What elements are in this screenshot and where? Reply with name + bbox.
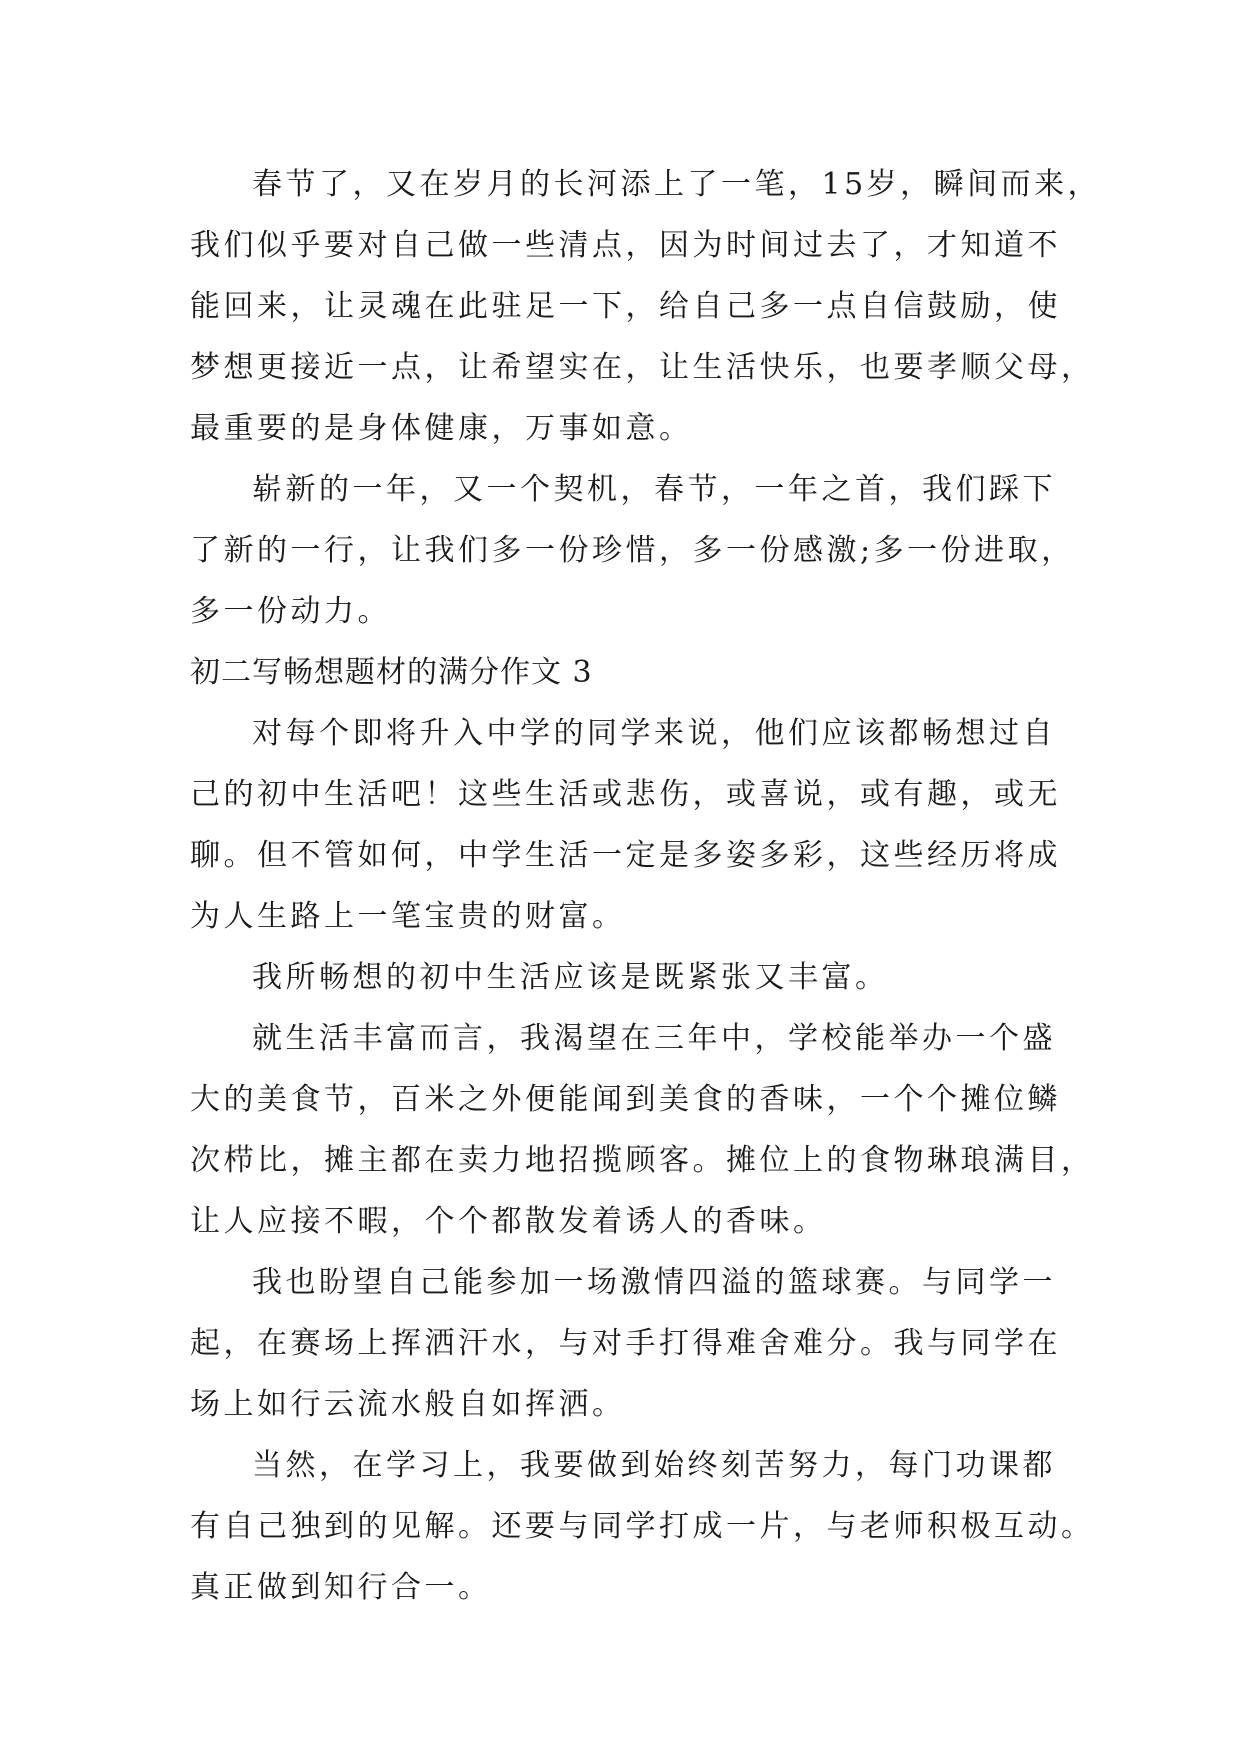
paragraph-line: 大的美食节，百米之外便能闻到美食的香味，一个个摊位鳞 xyxy=(190,1082,1061,1117)
section-heading: 初二写畅想题材的满分作文 3 xyxy=(190,655,593,690)
paragraph-line: 当然，在学习上，我要做到始终刻苦努力，每门功课都 xyxy=(252,1448,1056,1483)
paragraph-line: 对每个即将升入中学的同学来说，他们应该都畅想过自 xyxy=(252,716,1056,751)
paragraph-line: 最重要的是身体健康，万事如意。 xyxy=(190,411,693,446)
paragraph-line: 为人生路上一笔宝贵的财富。 xyxy=(190,899,626,934)
paragraph-line: 崭新的一年，又一个契机，春节，一年之首，我们踩下 xyxy=(252,472,1056,507)
paragraph-line: 次栉比，摊主都在卖力地招揽顾客。摊位上的食物琳琅满目， xyxy=(190,1143,1095,1178)
paragraph-line: 我也盼望自己能参加一场激情四溢的篮球赛。与同学一 xyxy=(252,1265,1056,1300)
document-body xyxy=(190,154,1102,1618)
paragraph-line: 有自己独到的见解。还要与同学打成一片，与老师积极互动。 xyxy=(190,1509,1095,1544)
paragraph-line: 起，在赛场上挥洒汗水，与对手打得难舍难分。我与同学在 xyxy=(190,1326,1061,1361)
paragraph-line: 聊。但不管如何，中学生活一定是多姿多彩，这些经历将成 xyxy=(190,838,1061,873)
paragraph-line: 春节了，又在岁月的长河添上了一笔，15岁，瞬间而来， xyxy=(252,167,1102,202)
paragraph-line: 梦想更接近一点，让希望实在，让生活快乐，也要孝顺父母， xyxy=(190,350,1095,385)
paragraph-line: 我们似乎要对自己做一些清点，因为时间过去了，才知道不 xyxy=(190,228,1061,263)
paragraph-line: 多一份动力。 xyxy=(190,594,391,629)
paragraph-line: 就生活丰富而言，我渴望在三年中，学校能举办一个盛 xyxy=(252,1021,1056,1056)
paragraph-line: 场上如行云流水般自如挥洒。 xyxy=(190,1387,626,1422)
paragraph-line: 让人应接不暇，个个都散发着诱人的香味。 xyxy=(190,1204,827,1239)
paragraph-line: 己的初中生活吧！这些生活或悲伤，或喜说，或有趣，或无 xyxy=(190,777,1061,812)
paragraph-line: 了新的一行，让我们多一份珍惜，多一份感激;多一份进取， xyxy=(190,533,1075,568)
paragraph-line: 我所畅想的初中生活应该是既紧张又丰富。 xyxy=(252,960,889,995)
paragraph-line: 真正做到知行合一。 xyxy=(190,1570,492,1605)
paragraph-line: 能回来，让灵魂在此驻足一下，给自己多一点自信鼓励，使 xyxy=(190,289,1061,324)
